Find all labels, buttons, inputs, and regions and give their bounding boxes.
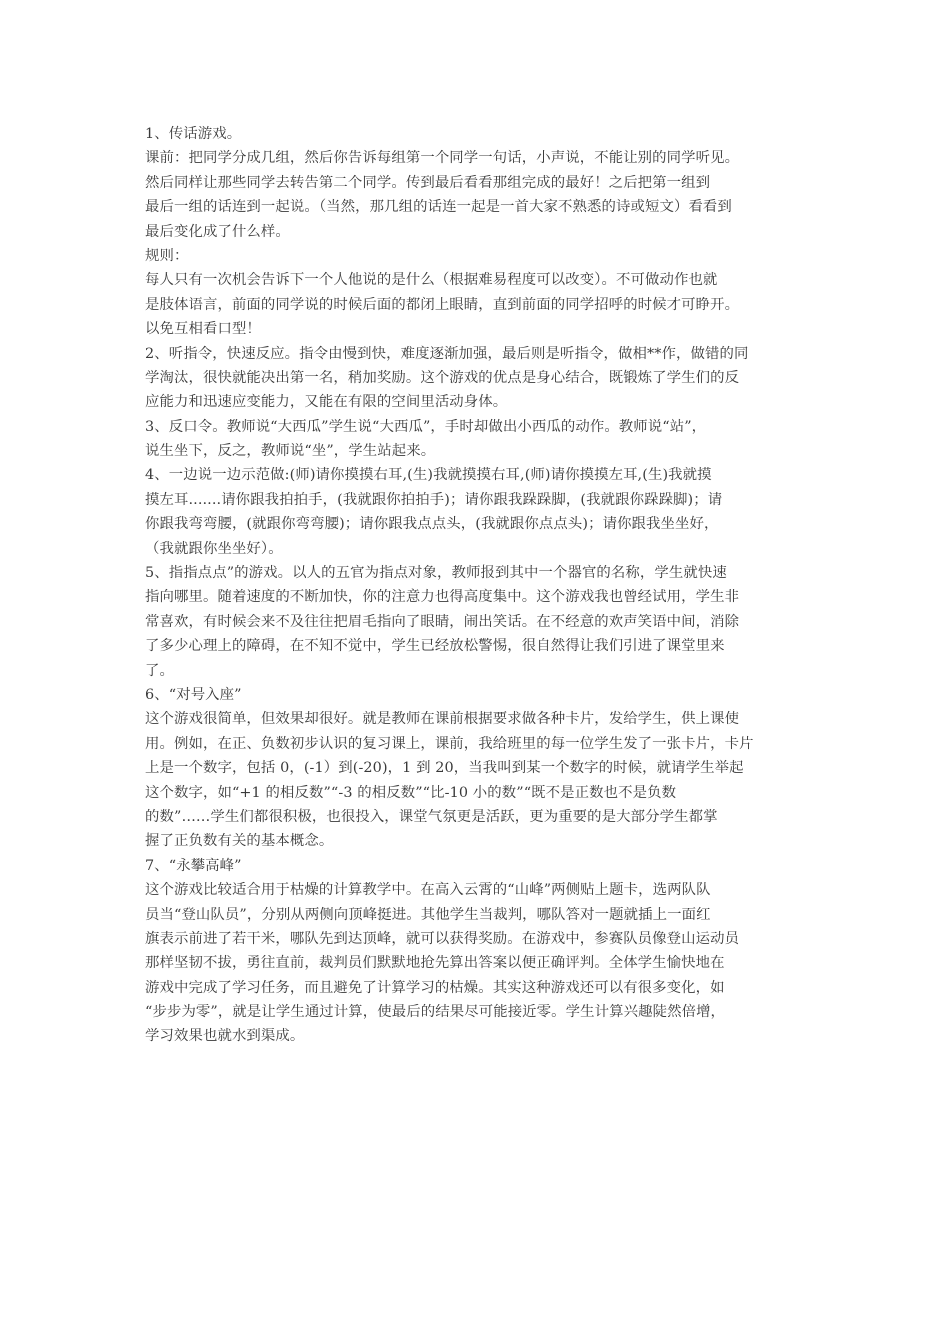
text-line: “步步为零”，就是让学生通过计算，使最后的结果尽可能接近零。学生计算兴趣陡然倍增， <box>145 1004 726 1021</box>
text-line: 指向哪里。随着速度的不断加快，你的注意力也得高度集中。这个游戏我也曾经试用，学生非 <box>145 589 740 606</box>
text-line: 摸左耳.......请你跟我拍拍手，(我就跟你拍拍手)；请你跟我跺跺脚，(我就跟你跺跺脚)；请 <box>145 491 723 508</box>
text-line: 是肢体语言，前面的同学说的时候后面的都闭上眼睛，直到前面的同学招呼的时候才可睁开。 <box>145 296 740 313</box>
document-body <box>145 122 821 1049</box>
text-line: 这个游戏比较适合用于枯燥的计算教学中。在高入云霄的“山峰”两侧贴上题卡，选两队队 <box>145 882 711 899</box>
text-line: 7、“永攀高峰” <box>145 857 242 874</box>
text-line: 4、一边说一边示范做:(师)请你摸摸右耳,(生)我就摸摸右耳,(师)请你摸摸左耳,(生)我就摸 <box>145 467 712 484</box>
text-line: 5、指指点点”的游戏。以人的五官为指点对象，教师报到其中一个器官的名称，学生就快速 <box>145 565 727 582</box>
text-line: 2、听指令，快速反应。指令由慢到快，难度逐渐加强，最后则是听指令，做相**作，做错的同 <box>145 345 749 362</box>
text-line: 3、反口令。教师说“大西瓜”学生说“大西瓜”，手时却做出小西瓜的动作。教师说“站”， <box>145 418 707 435</box>
text-line: 握了正负数有关的基本概念。 <box>145 833 334 850</box>
text-line: 规则： <box>145 247 189 264</box>
text-line: 那样坚韧不拔，勇往直前，裁判员们默默地抢先算出答案以便正确评判。全体学生愉快地在 <box>145 955 725 972</box>
text-line: 应能力和迅速应变能力，又能在有限的空间里活动身体。 <box>145 394 508 411</box>
text-line: 用。例如，在正、负数初步认识的复习课上，课前，我给班里的每一位学生发了一张卡片，卡片 <box>145 735 754 752</box>
text-line: 学淘汰，很快就能决出第一名，稍加奖励。这个游戏的优点是身心结合，既锻炼了学生们的反 <box>145 369 740 386</box>
text-line: 课前：把同学分成几组，然后你告诉每组第一个同学一句话，小声说，不能让别的同学听见。 <box>145 150 740 167</box>
text-line: 最后变化成了什么样。 <box>145 223 290 240</box>
text-line: 了。 <box>145 662 174 679</box>
text-line: 常喜欢，有时候会来不及往往把眉毛指向了眼睛，闹出笑话。在不经意的欢声笑语中间，消除 <box>145 613 740 630</box>
text-line: 了多少心理上的障碍，在不知不觉中，学生已经放松警惕，很自然得让我们引进了课堂里来 <box>145 638 725 655</box>
text-line: 然后同样让那些同学去转告第二个同学。传到最后看看那组完成的最好！之后把第一组到 <box>145 174 711 191</box>
text-line: 学习效果也就水到渠成。 <box>145 1028 305 1045</box>
text-line: 这个游戏很简单，但效果却很好。就是教师在课前根据要求做各种卡片，发给学生，供上课使 <box>145 711 740 728</box>
text-line: 每人只有一次机会告诉下一个人他说的是什么（根据难易程度可以改变）。不可做动作也就 <box>145 272 718 289</box>
text-line: 6、“对号入座” <box>145 686 242 703</box>
text-line: 说生坐下，反之，教师说“坐”，学生站起来。 <box>145 443 436 460</box>
text-line: 游戏中完成了学习任务，而且避免了计算学习的枯燥。其实这种游戏还可以有很多变化，如 <box>145 979 725 996</box>
text-line: 员当“登山队员”，分别从两侧向顶峰挺进。其他学生当裁判，哪队答对一题就插上一面红 <box>145 906 711 923</box>
text-line: （我就跟你坐坐好）。 <box>145 540 283 557</box>
text-line: 1、传话游戏。 <box>145 126 242 142</box>
text-line: 旗表示前进了若干米，哪队先到达顶峰，就可以获得奖励。在游戏中，参赛队员像登山运动员 <box>145 930 740 947</box>
text-line: 你跟我弯弯腰，(就跟你弯弯腰)；请你跟我点点头，(我就跟你点点头)；请你跟我坐坐好， <box>145 516 719 533</box>
text-line: 上是一个数字，包括 0，(-1）到(-20)，1 到 20，当我叫到某一个数字的时候，就请学生举起 <box>145 760 744 777</box>
text-line: 最后一组的话连到一起说。（当然，那几组的话连一起是一首大家不熟悉的诗或短文）看看到 <box>145 199 732 216</box>
text-line: 这个数字，如“+1 的相反数”“-3 的相反数”“比-10 小的数”“既不是正数也不是负数 <box>145 784 677 801</box>
text-line: 的数”……学生们都很积极，也很投入，课堂气氛更是活跃，更为重要的是大部分学生都掌 <box>145 808 718 825</box>
text-line: 以免互相看口型！ <box>145 321 261 338</box>
